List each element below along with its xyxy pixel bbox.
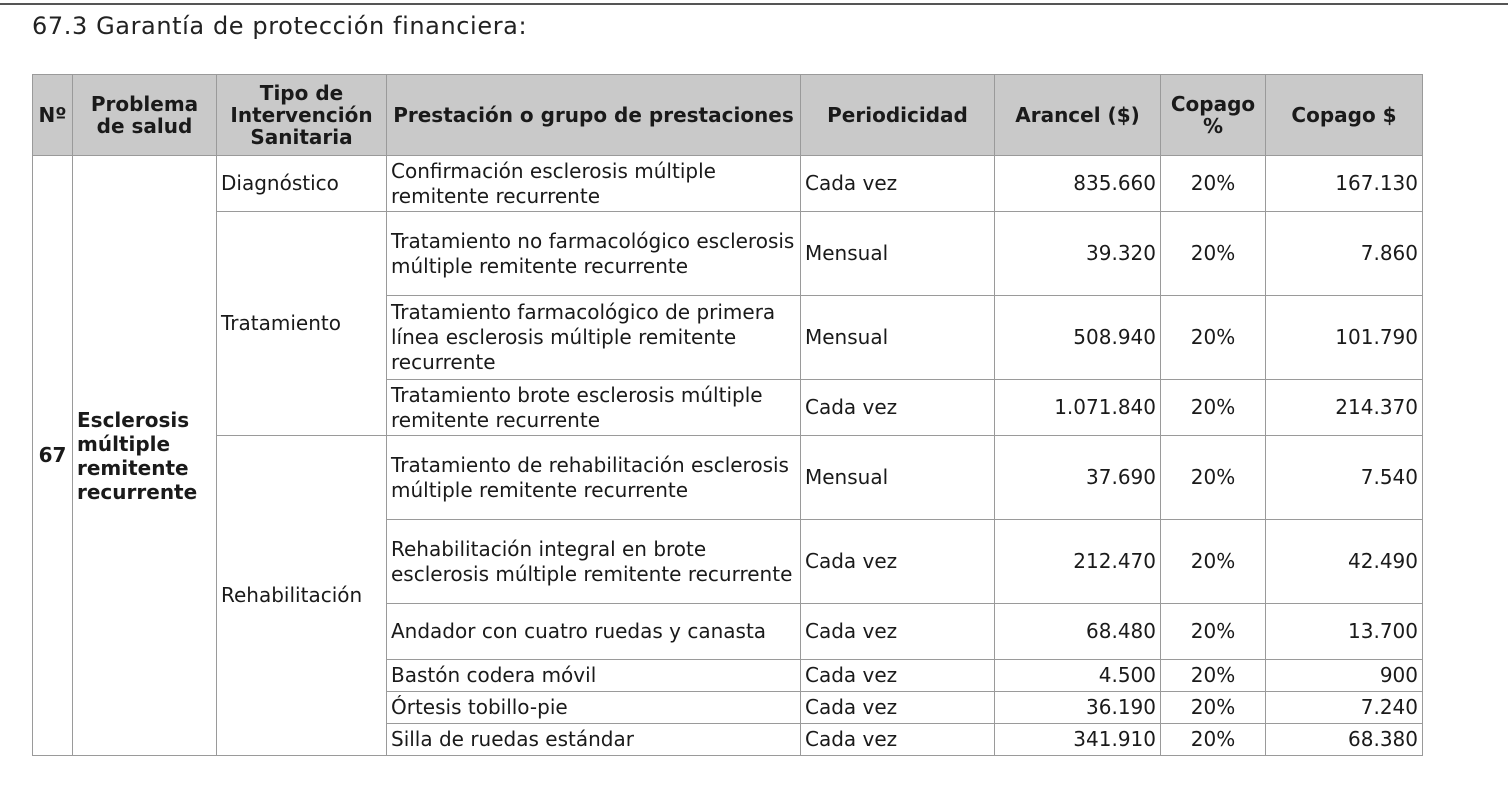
header-row — [33, 75, 1423, 156]
problem-number: 67 — [33, 156, 73, 756]
copago-pct-cell: 20% — [1161, 296, 1266, 380]
prestacion-cell: Tratamiento farmacológico de primera línea esclerosis múltiple remitente recurrente — [387, 296, 801, 380]
copago-amt-cell: 900 — [1266, 660, 1423, 692]
header-prestacion: Prestación o grupo de prestaciones — [387, 75, 801, 156]
arancel-cell: 508.940 — [995, 296, 1161, 380]
copago-pct-cell: 20% — [1161, 604, 1266, 660]
tipo-tratamiento: Tratamiento — [217, 212, 387, 436]
prestacion-cell: Tratamiento brote esclerosis múltiple remitente recurrente — [387, 380, 801, 436]
top-rule — [0, 3, 1508, 5]
copago-amt-cell: 42.490 — [1266, 520, 1423, 604]
arancel-cell: 36.190 — [995, 692, 1161, 724]
copago-amt-cell: 7.540 — [1266, 436, 1423, 520]
copago-amt-cell: 68.380 — [1266, 724, 1423, 756]
copago-amt-cell: 101.790 — [1266, 296, 1423, 380]
prestacion-cell: Tratamiento de rehabilitación esclerosis múltiple remitente recurrente — [387, 436, 801, 520]
periodicidad-cell: Cada vez — [801, 724, 995, 756]
problem-name: Esclerosis múltiple remitente recurrente — [73, 156, 217, 756]
prestacion-cell: Tratamiento no farmacológico esclerosis múltiple remitente recurrente — [387, 212, 801, 296]
section-title: 67.3 Garantía de protección financiera: — [32, 12, 528, 40]
header-copago-amt: Copago $ — [1266, 75, 1423, 156]
copago-pct-cell: 20% — [1161, 660, 1266, 692]
header-periodicidad: Periodicidad — [801, 75, 995, 156]
periodicidad-cell: Cada vez — [801, 520, 995, 604]
header-copago-pct: Copago % — [1161, 75, 1266, 156]
tipo-diagnostico: Diagnóstico — [217, 156, 387, 212]
table-row — [33, 436, 1423, 520]
table-row — [33, 212, 1423, 296]
copago-amt-cell: 167.130 — [1266, 156, 1423, 212]
prestacion-cell: Bastón codera móvil — [387, 660, 801, 692]
prestacion-cell: Órtesis tobillo-pie — [387, 692, 801, 724]
tipo-rehabilitacion: Rehabilitación — [217, 436, 387, 756]
header-problema: Problema de salud — [73, 75, 217, 156]
copago-amt-cell: 13.700 — [1266, 604, 1423, 660]
copago-pct-cell: 20% — [1161, 436, 1266, 520]
header-arancel: Arancel ($) — [995, 75, 1161, 156]
periodicidad-cell: Cada vez — [801, 156, 995, 212]
prestacion-cell: Andador con cuatro ruedas y canasta — [387, 604, 801, 660]
copago-amt-cell: 7.240 — [1266, 692, 1423, 724]
periodicidad-cell: Cada vez — [801, 660, 995, 692]
prestacion-cell: Confirmación esclerosis múltiple remitente recurrente — [387, 156, 801, 212]
arancel-cell: 341.910 — [995, 724, 1161, 756]
copago-amt-cell: 214.370 — [1266, 380, 1423, 436]
arancel-cell: 835.660 — [995, 156, 1161, 212]
copago-pct-cell: 20% — [1161, 212, 1266, 296]
copago-pct-cell: 20% — [1161, 380, 1266, 436]
arancel-cell: 1.071.840 — [995, 380, 1161, 436]
periodicidad-cell: Cada vez — [801, 380, 995, 436]
copago-amt-cell: 7.860 — [1266, 212, 1423, 296]
prestacion-cell: Silla de ruedas estándar — [387, 724, 801, 756]
arancel-cell: 68.480 — [995, 604, 1161, 660]
table-row — [33, 156, 1423, 212]
prestacion-cell: Rehabilitación integral en brote esclerosis múltiple remitente recurrente — [387, 520, 801, 604]
copago-pct-cell: 20% — [1161, 724, 1266, 756]
arancel-cell: 4.500 — [995, 660, 1161, 692]
financial-protection-table — [32, 74, 1423, 756]
periodicidad-cell: Mensual — [801, 296, 995, 380]
copago-pct-cell: 20% — [1161, 156, 1266, 212]
header-no: Nº — [33, 75, 73, 156]
periodicidad-cell: Cada vez — [801, 604, 995, 660]
periodicidad-cell: Mensual — [801, 212, 995, 296]
periodicidad-cell: Cada vez — [801, 692, 995, 724]
copago-pct-cell: 20% — [1161, 520, 1266, 604]
header-tipo: Tipo de Intervención Sanitaria — [217, 75, 387, 156]
arancel-cell: 37.690 — [995, 436, 1161, 520]
copago-pct-cell: 20% — [1161, 692, 1266, 724]
arancel-cell: 39.320 — [995, 212, 1161, 296]
arancel-cell: 212.470 — [995, 520, 1161, 604]
periodicidad-cell: Mensual — [801, 436, 995, 520]
